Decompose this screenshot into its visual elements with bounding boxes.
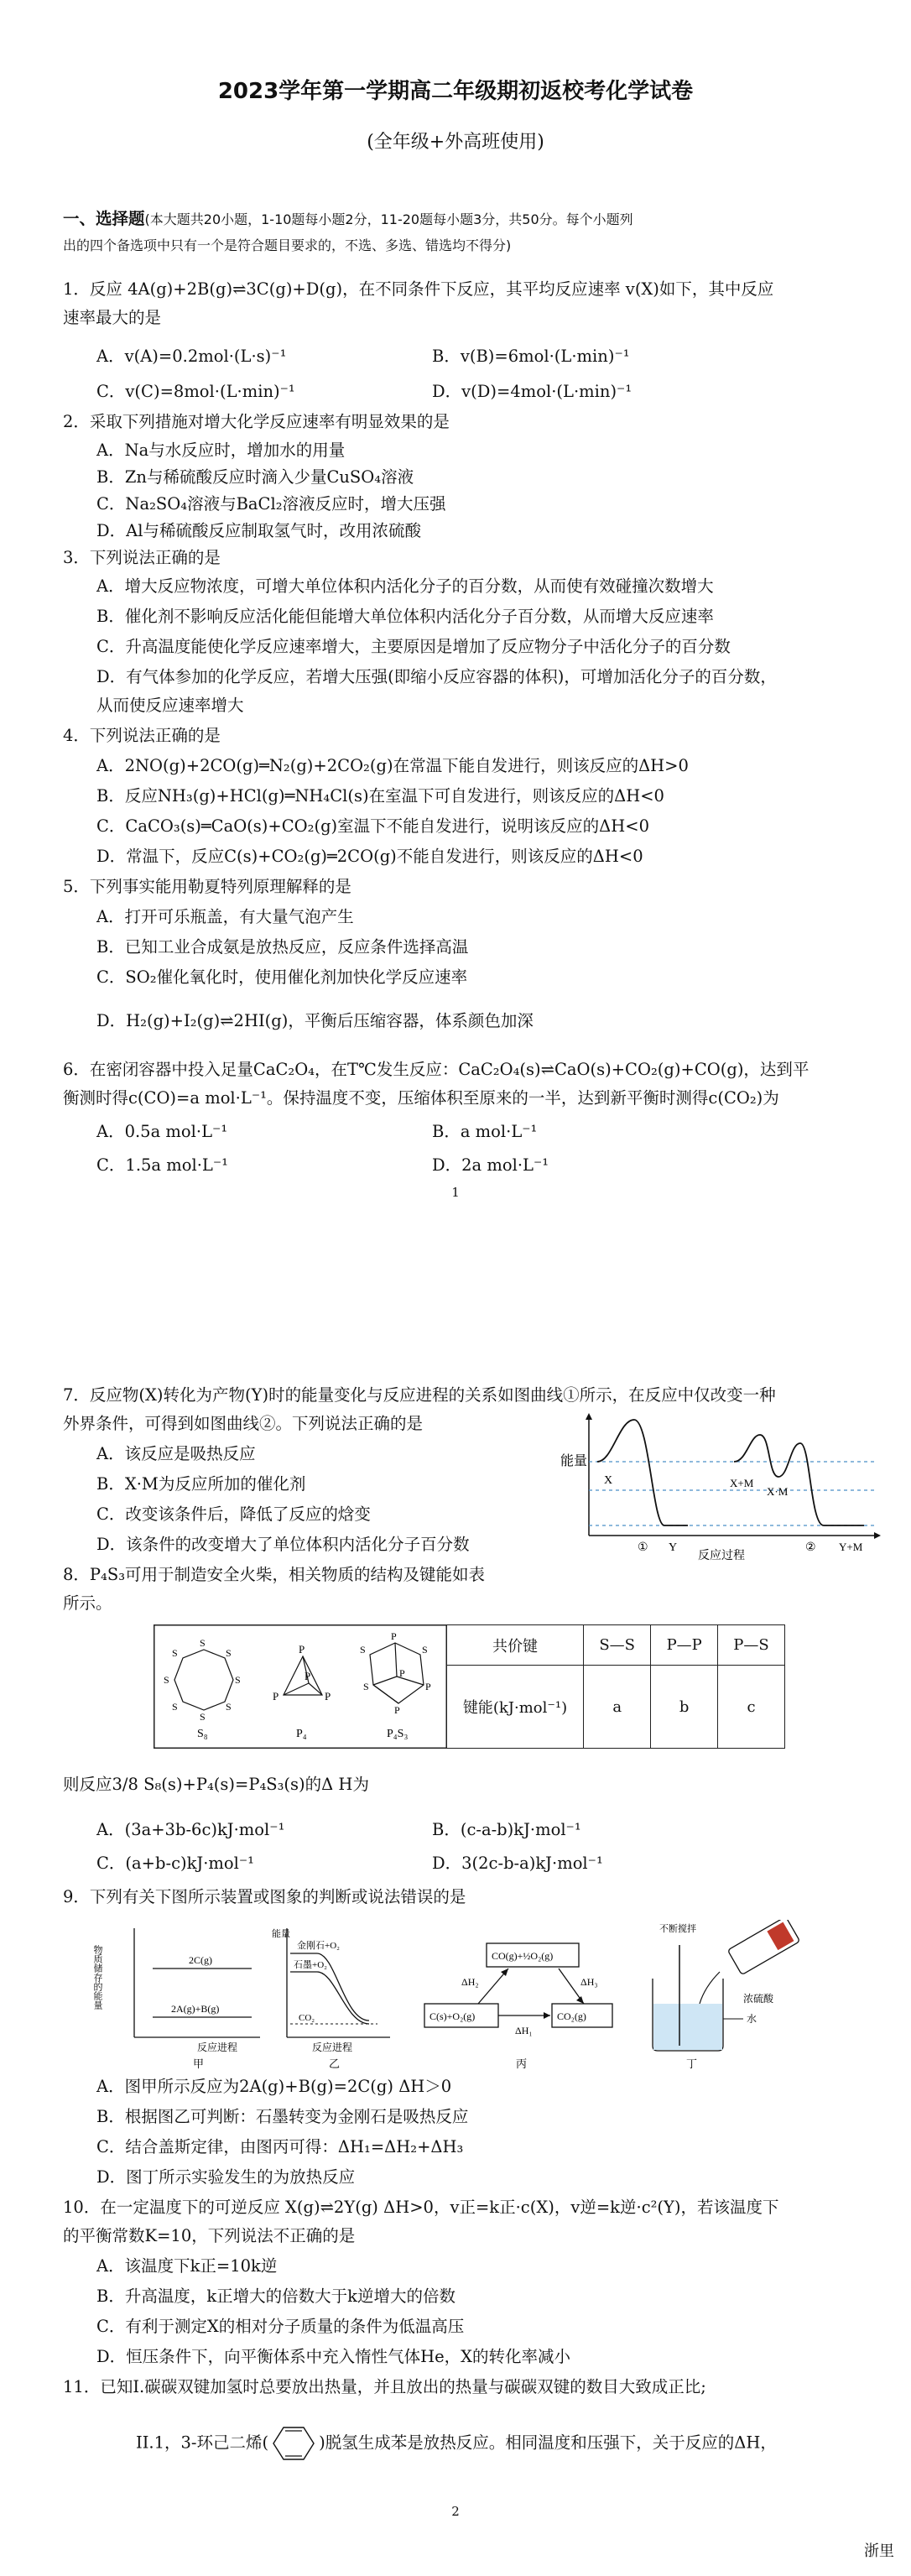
q7-y-arrow bbox=[586, 1413, 592, 1420]
q9-ding-bottle-label bbox=[767, 1922, 794, 1951]
q8-val-b: b bbox=[651, 1666, 718, 1749]
q9-fig-jia bbox=[92, 1928, 260, 2070]
svg-text:S: S bbox=[200, 1711, 206, 1723]
exam-subtitle: (全年级+外高班使用) bbox=[367, 132, 544, 153]
svg-text:S: S bbox=[172, 1701, 178, 1713]
q7-label-xm: X+M bbox=[730, 1477, 754, 1489]
q8-bond-header-row bbox=[447, 1625, 785, 1666]
section-instructions-2: 出的四个备选项中只有一个是符合题目要求的，不选、多选、错选均不得分) bbox=[63, 237, 512, 253]
q8-bond-value-row bbox=[447, 1666, 785, 1749]
q3-option-a: A．增大反应物浓度，可增大单位体积内活化分子的百分数，从而使有效碰撞次数增大 bbox=[96, 576, 714, 596]
q10-option-c: C．有利于测定X的相对分子质量的条件为低温高压 bbox=[96, 2317, 465, 2336]
q8-option-a: A．(3a+3b-6c)kJ·mol⁻¹ bbox=[96, 1820, 285, 1839]
q8-row-label: 键能(kJ·mol⁻¹) bbox=[447, 1666, 584, 1749]
q3-stem: 3．下列说法正确的是 bbox=[63, 548, 221, 567]
q8-option-b: B．(c-a-b)kJ·mol⁻¹ bbox=[432, 1820, 581, 1839]
section-heading bbox=[63, 208, 633, 230]
q7-label-xdotm: X·M bbox=[767, 1485, 789, 1498]
q8-option-d: D．3(2c-b-a)kJ·mol⁻¹ bbox=[432, 1854, 603, 1873]
section-instructions-1: (本大题共20小题，1-10题每小题2分，11-20题每小题3分，共50分。每个小题列 bbox=[144, 211, 633, 227]
q9-yi-mid: 石墨+O₂ bbox=[294, 1960, 327, 1970]
q9-fig-ding bbox=[653, 1920, 800, 2070]
q9-option-a: A．图甲所示反应为2A(g)+B(g)=2C(g) ΔH＞0 bbox=[96, 2077, 452, 2096]
q7-stem-2: 外界条件，可得到如图曲线②。下列说法正确的是 bbox=[63, 1414, 424, 1433]
q4-option-a: A．2NO(g)+2CO(g)═N₂(g)+2CO₂(g)在常温下能自发进行，则该反应的ΔH>0 bbox=[96, 756, 689, 775]
q8-structures bbox=[154, 1624, 447, 1749]
q3-option-c: C．升高温度能使化学反应速率增大，主要原因是增加了反应物分子中活化分子的百分数 bbox=[96, 637, 731, 656]
q9-jia-2ab: 2A(g)+B(g) bbox=[171, 2003, 220, 2015]
q8-label-p4: P₄ bbox=[296, 1728, 307, 1740]
q8-label-s8: S₈ bbox=[197, 1728, 208, 1740]
q7-label-ym: Y+M bbox=[839, 1541, 863, 1553]
q9-option-b: B．根据图乙可判断：石墨转变为金刚石是吸热反应 bbox=[96, 2107, 469, 2126]
q7-curve-1 bbox=[597, 1420, 688, 1525]
svg-text:P: P bbox=[399, 1667, 405, 1679]
q9-ding-stir: 不断搅拌 bbox=[659, 1924, 696, 1934]
q10-stem: 10．在一定温度下的可逆反应 X(g)⇌2Y(g) ΔH>0，v正=k正·c(X)，v逆=k逆·c²(Y)，若该温度下 bbox=[63, 2198, 779, 2217]
q5-option-a: A．打开可乐瓶盖，有大量气泡产生 bbox=[96, 907, 354, 926]
section-label: 一、选择题 bbox=[63, 209, 145, 228]
q9-jia-xlabel: 反应进程 bbox=[197, 2042, 238, 2053]
svg-text:P: P bbox=[305, 1670, 311, 1682]
q6-option-d: D．2a mol·L⁻¹ bbox=[432, 1155, 549, 1175]
svg-text:P: P bbox=[394, 1704, 400, 1716]
svg-text:S: S bbox=[200, 1637, 206, 1649]
q5-stem: 5．下列事实能用勒夏特列原理解释的是 bbox=[63, 877, 351, 896]
q9-bing-dh2: ΔH₂ bbox=[461, 1976, 479, 1988]
q9-fig-bing bbox=[424, 1943, 612, 2070]
q7-stem: 7．反应物(X)转化为产物(Y)时的能量变化与反应进程的关系如图曲线①所示，在反应中仅改变一种 bbox=[63, 1385, 776, 1405]
svg-text:S: S bbox=[363, 1681, 369, 1692]
q4-stem: 4．下列说法正确的是 bbox=[63, 726, 221, 745]
q7-option-d: D．该条件的改变增大了单位体积内活化分子百分数 bbox=[96, 1535, 470, 1554]
q6-stem: 6．在密闭容器中投入足量CaC₂O₄，在T℃发生反应：CaC₂O₄(s)⇌CaO(s)+CO₂(g)+CO(g)，达到平 bbox=[63, 1060, 809, 1079]
q8-stem-2: 所示。 bbox=[63, 1593, 112, 1613]
q4-option-b: B．反应NH₃(g)+HCl(g)═NH₄Cl(s)在室温下可自发进行，则该反应的ΔH<0 bbox=[96, 786, 664, 806]
q9-bing-top: CO(g)+½O₂(g) bbox=[492, 1950, 554, 1962]
q7-option-c: C．改变该条件后，降低了反应的焓变 bbox=[96, 1504, 371, 1524]
svg-text:S: S bbox=[172, 1647, 178, 1659]
page-number-2: 2 bbox=[451, 2504, 460, 2519]
q7-label-x: X bbox=[604, 1474, 613, 1487]
q7-option-a: A．该反应是吸热反应 bbox=[96, 1444, 256, 1463]
q1-stem: 1．反应 4A(g)+2B(g)⇌3C(g)+D(g)，在不同条件下反应，其平均反应速率 v(X)如下，其中反应 bbox=[63, 279, 774, 299]
cyclohexadiene-icon bbox=[268, 2425, 319, 2462]
q9-jia-2c: 2C(g) bbox=[189, 1954, 212, 1966]
q9-jia-ylabel: 物质储存的能量 bbox=[92, 1945, 102, 2010]
q8-p4s3-cage bbox=[360, 1630, 431, 1716]
q10-option-d: D．恒压条件下，向平衡体系中充入惰性气体He，X的转化率减小 bbox=[96, 2347, 571, 2366]
q8-h-ps: P—S bbox=[717, 1625, 784, 1666]
q5-option-c: C．SO₂催化氧化时，使用催化剂加快化学反应速率 bbox=[96, 967, 468, 987]
q8-stem: 8．P₄S₃可用于制造安全火柴，相关物质的结构及键能如表 bbox=[63, 1565, 486, 1584]
q8-after: 则反应3/8 S₈(s)+P₄(s)=P₄S₃(s)的Δ H为 bbox=[63, 1775, 369, 1794]
q9-yi-ylabel: 能量 bbox=[272, 1929, 290, 1939]
corner-watermark: 浙里 bbox=[864, 2542, 894, 2560]
q9-option-d: D．图丁所示实验发生的为放热反应 bbox=[96, 2167, 356, 2187]
q9-bing-left: C(s)+O₂(g) bbox=[429, 2010, 476, 2022]
q8-h-pp: P—P bbox=[651, 1625, 718, 1666]
q9-stem: 9．下列有关下图所示装置或图象的判断或说法错误的是 bbox=[63, 1887, 466, 1906]
q8-s8-ring bbox=[164, 1637, 241, 1723]
q9-ding-acid: 浓硫酸 bbox=[743, 1993, 774, 2005]
q6-option-a: A．0.5a mol·L⁻¹ bbox=[96, 1122, 228, 1141]
q4-option-c: C．CaCO₃(s)═CaO(s)+CO₂(g)室温下不能自发进行，说明该反应的ΔH<0 bbox=[96, 816, 650, 836]
q11-stem: 11．已知I.碳碳双键加氢时总要放出热量，并且放出的热量与碳碳双键的数目大致成正比; bbox=[63, 2377, 706, 2396]
q8-val-a: a bbox=[584, 1666, 651, 1749]
q9-yi-top: 金刚石+O₂ bbox=[297, 1941, 340, 1951]
q9-yi-xlabel: 反应进程 bbox=[312, 2042, 353, 2053]
q1-option-b: B．v(B)=6mol·(L·min)⁻¹ bbox=[432, 347, 630, 366]
q11-part-ii bbox=[136, 2425, 777, 2462]
q2-option-a: A．Na与水反应时，增加水的用量 bbox=[96, 441, 346, 460]
q2-option-b: B．Zn与稀硫酸反应时滴入少量CuSO₄溶液 bbox=[96, 467, 414, 487]
q10-option-b: B．升高温度，k正增大的倍数大于k逆增大的倍数 bbox=[96, 2287, 456, 2306]
q7-x-arrow bbox=[874, 1532, 881, 1539]
svg-text:P: P bbox=[425, 1681, 431, 1692]
q9-ding-name: 丁 bbox=[686, 2057, 698, 2070]
svg-text:S: S bbox=[360, 1644, 366, 1656]
q7-option-b: B．X·M为反应所加的催化剂 bbox=[96, 1474, 306, 1494]
q4-option-d: D．常温下，反应C(s)+CO₂(g)═2CO(g)不能自发进行，则该反应的ΔH<0 bbox=[96, 847, 643, 866]
q5-option-b: B．已知工业合成氨是放热反应，反应条件选择高温 bbox=[96, 937, 469, 957]
q11-part-ii-pre: II.1，3-环己二烯( bbox=[136, 2433, 269, 2453]
q1-option-c: C．v(C)=8mol·(L·min)⁻¹ bbox=[96, 382, 295, 401]
q10-option-a: A．该温度下k正=10k逆 bbox=[96, 2256, 278, 2276]
q3-option-d: D．有气体参加的化学反应，若增大压强(即缩小反应容器的体积)，可增加活化分子的百分数， bbox=[96, 667, 777, 686]
q2-option-c: C．Na₂SO₄溶液与BaCl₂溶液反应时，增大压强 bbox=[96, 494, 446, 514]
q9-bing-dh1: ΔH₁ bbox=[515, 2025, 533, 2036]
q8-bond-table bbox=[446, 1624, 785, 1749]
exam-title: 2023学年第一学期高二年级期初返校考化学试卷 bbox=[217, 79, 694, 104]
svg-text:S: S bbox=[226, 1701, 232, 1713]
q2-option-d: D．Al与稀硫酸反应制取氢气时，改用浓硫酸 bbox=[96, 521, 421, 540]
page-number-1: 1 bbox=[451, 1185, 460, 1200]
q3-option-d-2: 从而使反应速率增大 bbox=[96, 696, 244, 715]
q9-option-c: C．结合盖斯定律，由图丙可得：ΔH₁=ΔH₂+ΔH₃ bbox=[96, 2137, 464, 2156]
q9-yi-bottom: CO₂ bbox=[299, 2013, 315, 2023]
q7-label-y: Y bbox=[669, 1541, 678, 1554]
q8-val-c: c bbox=[717, 1666, 784, 1749]
q7-label-curve2: ② bbox=[805, 1541, 816, 1554]
q9-bing-name: 丙 bbox=[516, 2057, 528, 2070]
svg-text:S: S bbox=[226, 1647, 232, 1659]
q2-stem: 2．采取下列措施对增大化学反应速率有明显效果的是 bbox=[63, 412, 450, 431]
q1-option-a: A．v(A)=0.2mol·(L·s)⁻¹ bbox=[96, 347, 287, 366]
q8-option-c: C．(a+b-c)kJ·mol⁻¹ bbox=[96, 1854, 255, 1873]
q10-stem-2: 的平衡常数K=10，下列说法不正确的是 bbox=[63, 2226, 356, 2245]
q1-stem-2: 速率最大的是 bbox=[63, 308, 162, 327]
svg-text:P: P bbox=[273, 1690, 279, 1703]
svg-text:S: S bbox=[235, 1674, 241, 1686]
q9-bing-dh3: ΔH₃ bbox=[580, 1976, 598, 1988]
q6-option-b: B．a mol·L⁻¹ bbox=[432, 1122, 538, 1141]
q6-option-c: C．1.5a mol·L⁻¹ bbox=[96, 1155, 228, 1175]
q9-bing-right: CO₂(g) bbox=[557, 2010, 586, 2022]
q5-option-d: D．H₂(g)+I₂(g)⇌2HI(g)，平衡后压缩容器，体系颜色加深 bbox=[96, 1011, 534, 1030]
q9-ding-water-fill bbox=[653, 2004, 722, 2050]
svg-text:P: P bbox=[299, 1643, 305, 1656]
q7-label-curve1: ① bbox=[638, 1541, 648, 1554]
q9-yi-name: 乙 bbox=[329, 2057, 341, 2070]
q6-stem-2: 衡测时得c(CO)=a mol·L⁻¹。保持温度不变，压缩体积至原来的一半，达到新平衡时测得c(CO₂)为 bbox=[63, 1088, 779, 1108]
q8-p4-tetra bbox=[273, 1643, 331, 1703]
q8-label-p4s3: P₄S₃ bbox=[387, 1728, 409, 1740]
q8-h-bond: 共价键 bbox=[447, 1625, 584, 1666]
svg-text:S: S bbox=[164, 1674, 169, 1686]
svg-text:P: P bbox=[391, 1630, 397, 1642]
q8-h-ss: S—S bbox=[584, 1625, 651, 1666]
q7-energy-diagram bbox=[554, 1410, 889, 1561]
svg-text:P: P bbox=[325, 1690, 331, 1703]
q9-ding-water: 水 bbox=[747, 2013, 757, 2025]
q1-option-d: D．v(D)=4mol·(L·min)⁻¹ bbox=[432, 382, 632, 401]
q11-part-ii-post: )脱氢生成苯是放热反应。相同温度和压强下，关于反应的ΔH， bbox=[319, 2433, 777, 2453]
q7-ylabel: 能量 bbox=[560, 1454, 588, 1468]
q9-figures bbox=[92, 1920, 872, 2071]
svg-text:S: S bbox=[422, 1644, 428, 1656]
q9-jia-name: 甲 bbox=[193, 2057, 205, 2070]
q9-fig-yi bbox=[272, 1927, 390, 2070]
q3-option-b: B．催化剂不影响反应活化能但能增大单位体积内活化分子百分数，从而增大反应速率 bbox=[96, 607, 714, 626]
q7-xlabel: 反应过程 bbox=[698, 1550, 745, 1561]
